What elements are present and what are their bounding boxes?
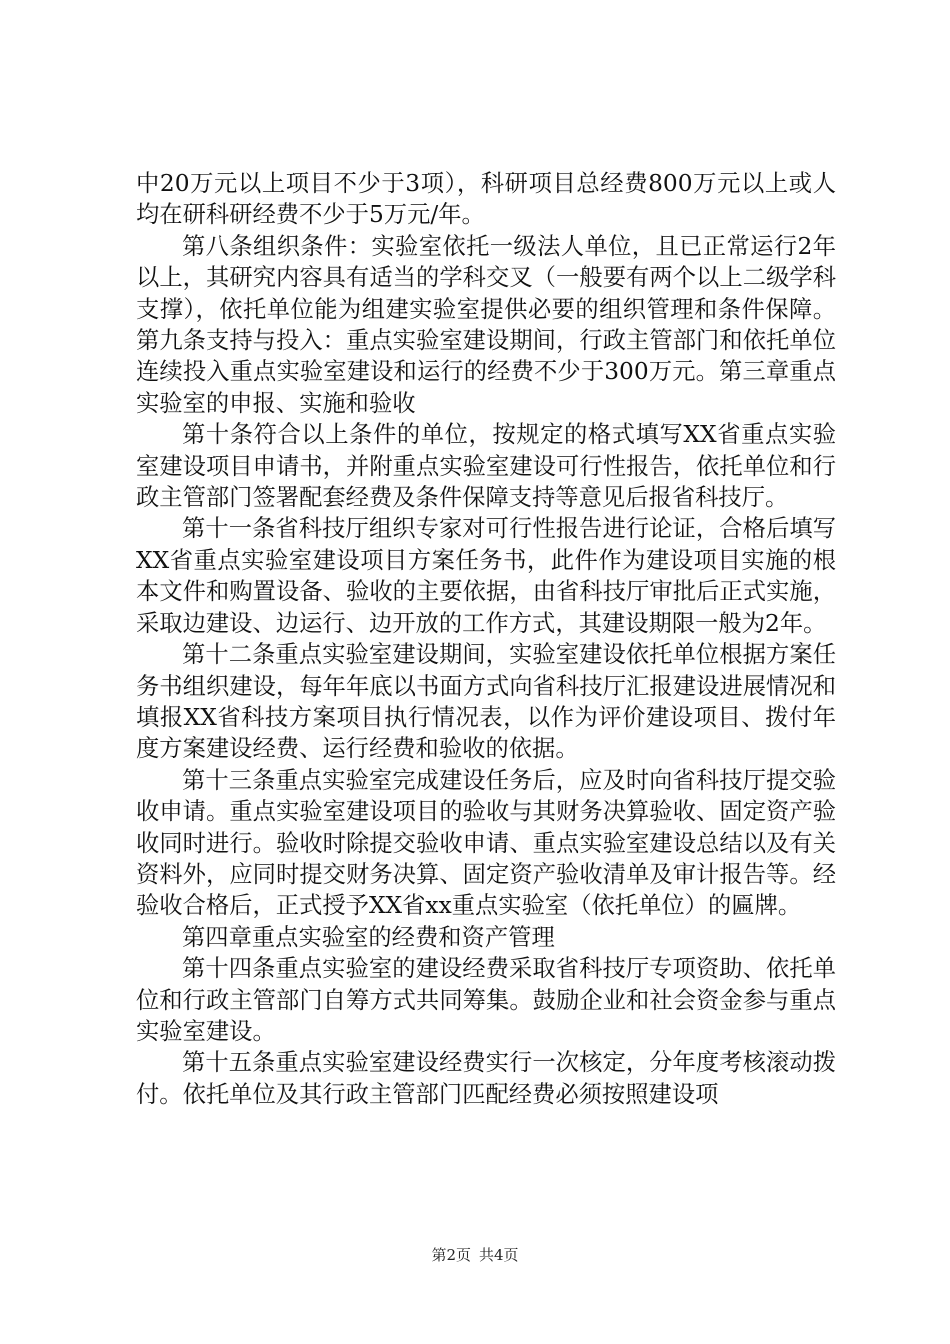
paragraph-article-10: 第十条符合以上条件的单位，按规定的格式填写XX省重点实验室建设项目申请书，并附重点实验室建设可行性报告，依托单位和行政主管部门签署配套经费及条件保障支持等意见后报省科技厅。 (136, 421, 836, 512)
paragraph-article-8: 第八条组织条件：实验室依托一级法人单位，且已正常运行2年以上，其研究内容具有适当的学科交叉（一般要有两个以上二级学科支撑），依托单位能为组建实验室提供必要的组织管理和条件保障。第九条支持与投入：重点实验室建设期间，行政主管部门和依托单位连续投入重点实验室建设和运行的经费不少于300万元。第三章重点实验室的申报、实施和验收 (136, 232, 836, 417)
paragraph-article-12: 第十二条重点实验室建设期间，实验室建设依托单位根据方案任务书组织建设，每年年底以书面方式向省科技厅汇报建设进展情况和填报XX省科技方案项目执行情况表，以作为评价建设项目、拨付年度方案建设经费、运行经费和验收的依据。 (136, 641, 836, 763)
paragraph-article-13: 第十三条重点实验室完成建设任务后，应及时向省科技厅提交验收申请。重点实验室建设项目的验收与其财务决算验收、固定资产验收同时进行。验收时除提交验收申请、重点实验室建设总结以及有关资料外，应同时提交财务决算、固定资产验收清单及审计报告等。经验收合格后，正式授予XX省xx重点实验室（依托单位）的匾牌。 (136, 766, 836, 920)
paragraph-continuation: 中20万元以上项目不少于3项），科研项目总经费800万元以上或人均在研科研经费不少于5万元/年。 (136, 170, 836, 229)
paragraph-article-11: 第十一条省科技厅组织专家对可行性报告进行论证，合格后填写XX省重点实验室建设项目方案任务书，此件作为建设项目实施的根本文件和购置设备、验收的主要依据，由省科技厅审批后正式实施，采取边建设、边运行、边开放的工作方式，其建设期限一般为2年。 (136, 515, 836, 637)
chapter-heading-4: 第四章重点实验室的经费和资产管理 (182, 923, 555, 951)
paragraph-article-15: 第十五条重点实验室建设经费实行一次核定，分年度考核滚动拨付。依托单位及其行政主管部门匹配经费必须按照建设项 (136, 1049, 836, 1108)
page-total: 共4页 (479, 1246, 519, 1264)
paragraph-article-14: 第十四条重点实验室的建设经费采取省科技厅专项资助、依托单位和行政主管部门自筹方式共同筹集。鼓励企业和社会资金参与重点实验室建设。 (136, 955, 836, 1045)
page-number: 第2页 (431, 1246, 471, 1264)
document-body (136, 168, 836, 1110)
page-footer (0, 1245, 950, 1265)
